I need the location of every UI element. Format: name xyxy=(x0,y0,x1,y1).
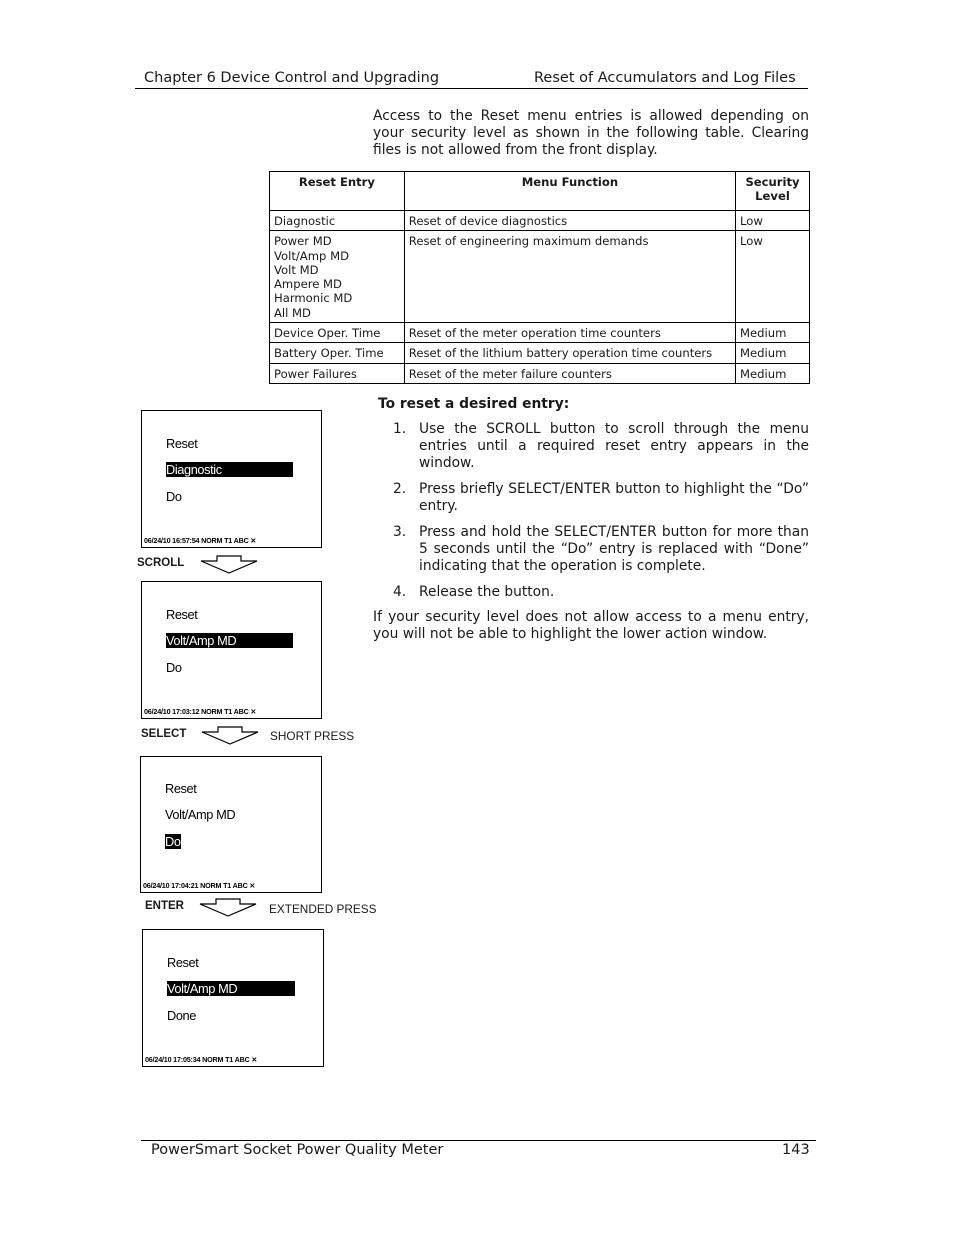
step-text: Press briefly SELECT/ENTER button to highlight the “Do” entry. xyxy=(419,481,809,514)
screen-action: Do xyxy=(166,660,182,675)
section-header: Reset of Accumulators and Log Files xyxy=(534,70,796,86)
list-item xyxy=(373,524,809,575)
cell-function: Reset of engineering maximum demands xyxy=(404,231,735,323)
footer-rule xyxy=(141,1140,816,1141)
cell-entry: Power MD Volt/Amp MD Volt MD Ampere MD Harmonic MD All MD xyxy=(270,231,405,323)
arrow-down-icon xyxy=(200,555,260,575)
list-item xyxy=(373,481,809,515)
screen-status-bar: 06/24/10 16:57:54 NORM T1 ABC ✕ xyxy=(144,536,257,545)
screen-entry: Volt/Amp MD xyxy=(165,807,236,822)
reset-access-table xyxy=(269,171,810,384)
screen-title: Reset xyxy=(166,607,198,622)
select-label: SELECT xyxy=(141,728,187,740)
step-number: 1. xyxy=(393,421,407,437)
list-item xyxy=(373,421,809,472)
table-row xyxy=(270,231,810,323)
cell-entry: Diagnostic xyxy=(270,211,405,231)
list-item xyxy=(373,584,809,601)
screen-status-bar: 06/24/10 17:05:34 NORM T1 ABC ✕ xyxy=(145,1055,258,1064)
column-header-entry: Reset Entry xyxy=(270,172,405,211)
step-number: 3. xyxy=(393,524,407,540)
step-number: 4. xyxy=(393,584,407,600)
cell-level: Medium xyxy=(736,363,810,383)
cell-level: Low xyxy=(736,231,810,323)
bell-off-icon: ✕ xyxy=(251,1055,258,1064)
scroll-label: SCROLL xyxy=(137,557,185,569)
lcd-screen-3 xyxy=(140,756,322,893)
bell-off-icon: ✕ xyxy=(250,707,257,716)
screen-status-bar: 06/24/10 17:04:21 NORM T1 ABC ✕ xyxy=(143,881,256,890)
screen-entry-highlighted: Diagnostic xyxy=(166,462,293,477)
table-header-row xyxy=(270,172,810,211)
cell-level: Medium xyxy=(736,323,810,343)
short-press-label: SHORT PRESS xyxy=(270,729,355,743)
screen-entry-highlighted: Volt/Amp MD xyxy=(166,633,293,648)
cell-function: Reset of the meter failure counters xyxy=(404,363,735,383)
lcd-screen-4 xyxy=(142,929,324,1067)
cell-entry: Device Oper. Time xyxy=(270,323,405,343)
extended-press-label: EXTENDED PRESS xyxy=(269,902,377,916)
access-note: If your security level does not allow access to a menu entry, you will not be able to highlight the lower action window. xyxy=(373,609,809,642)
bell-off-icon: ✕ xyxy=(250,536,257,545)
cell-entry: Power Failures xyxy=(270,363,405,383)
table-row xyxy=(270,343,810,363)
column-header-function: Menu Function xyxy=(404,172,735,211)
screen-action: Do xyxy=(166,489,182,504)
screen-title: Reset xyxy=(165,781,197,796)
screen-entry-highlighted: Volt/Amp MD xyxy=(167,981,295,996)
arrow-down-icon xyxy=(199,898,259,918)
intro-paragraph: Access to the Reset menu entries is allowed depending on your security level as shown in the following table. Clearing files is not allowed from the front display. xyxy=(373,108,809,158)
page-number: 143 xyxy=(782,1142,810,1158)
cell-level: Low xyxy=(736,211,810,231)
enter-label: ENTER xyxy=(145,900,184,912)
screen-title: Reset xyxy=(167,955,199,970)
footer-title: PowerSmart Socket Power Quality Meter xyxy=(151,1142,444,1158)
table-row xyxy=(270,323,810,343)
arrow-down-icon xyxy=(201,726,261,746)
table-row xyxy=(270,363,810,383)
procedure-title: To reset a desired entry: xyxy=(378,396,570,412)
cell-level: Medium xyxy=(736,343,810,363)
step-number: 2. xyxy=(393,481,407,497)
lcd-screen-1 xyxy=(141,410,322,548)
screen-action: Done xyxy=(167,1008,196,1023)
step-text: Use the SCROLL button to scroll through the menu entries until a required reset entry appears in the window. xyxy=(419,421,809,471)
bell-off-icon: ✕ xyxy=(249,881,256,890)
header-rule xyxy=(135,88,808,89)
lcd-screen-2 xyxy=(141,581,322,719)
chapter-header: Chapter 6 Device Control and Upgrading xyxy=(144,70,440,86)
cell-function: Reset of the meter operation time counters xyxy=(404,323,735,343)
cell-function: Reset of device diagnostics xyxy=(404,211,735,231)
screen-title: Reset xyxy=(166,436,198,451)
step-text: Release the button. xyxy=(419,584,555,600)
screen-action-highlighted: Do xyxy=(165,834,181,849)
cell-entry: Battery Oper. Time xyxy=(270,343,405,363)
step-text: Press and hold the SELECT/ENTER button for more than 5 seconds until the “Do” entry is replaced with “Done” indicating that the operation is complete. xyxy=(419,524,809,574)
procedure-steps xyxy=(373,421,809,610)
table-row xyxy=(270,211,810,231)
cell-function: Reset of the lithium battery operation time counters xyxy=(404,343,735,363)
column-header-level: Security Level xyxy=(736,172,810,211)
screen-status-bar: 06/24/10 17:03:12 NORM T1 ABC ✕ xyxy=(144,707,257,716)
